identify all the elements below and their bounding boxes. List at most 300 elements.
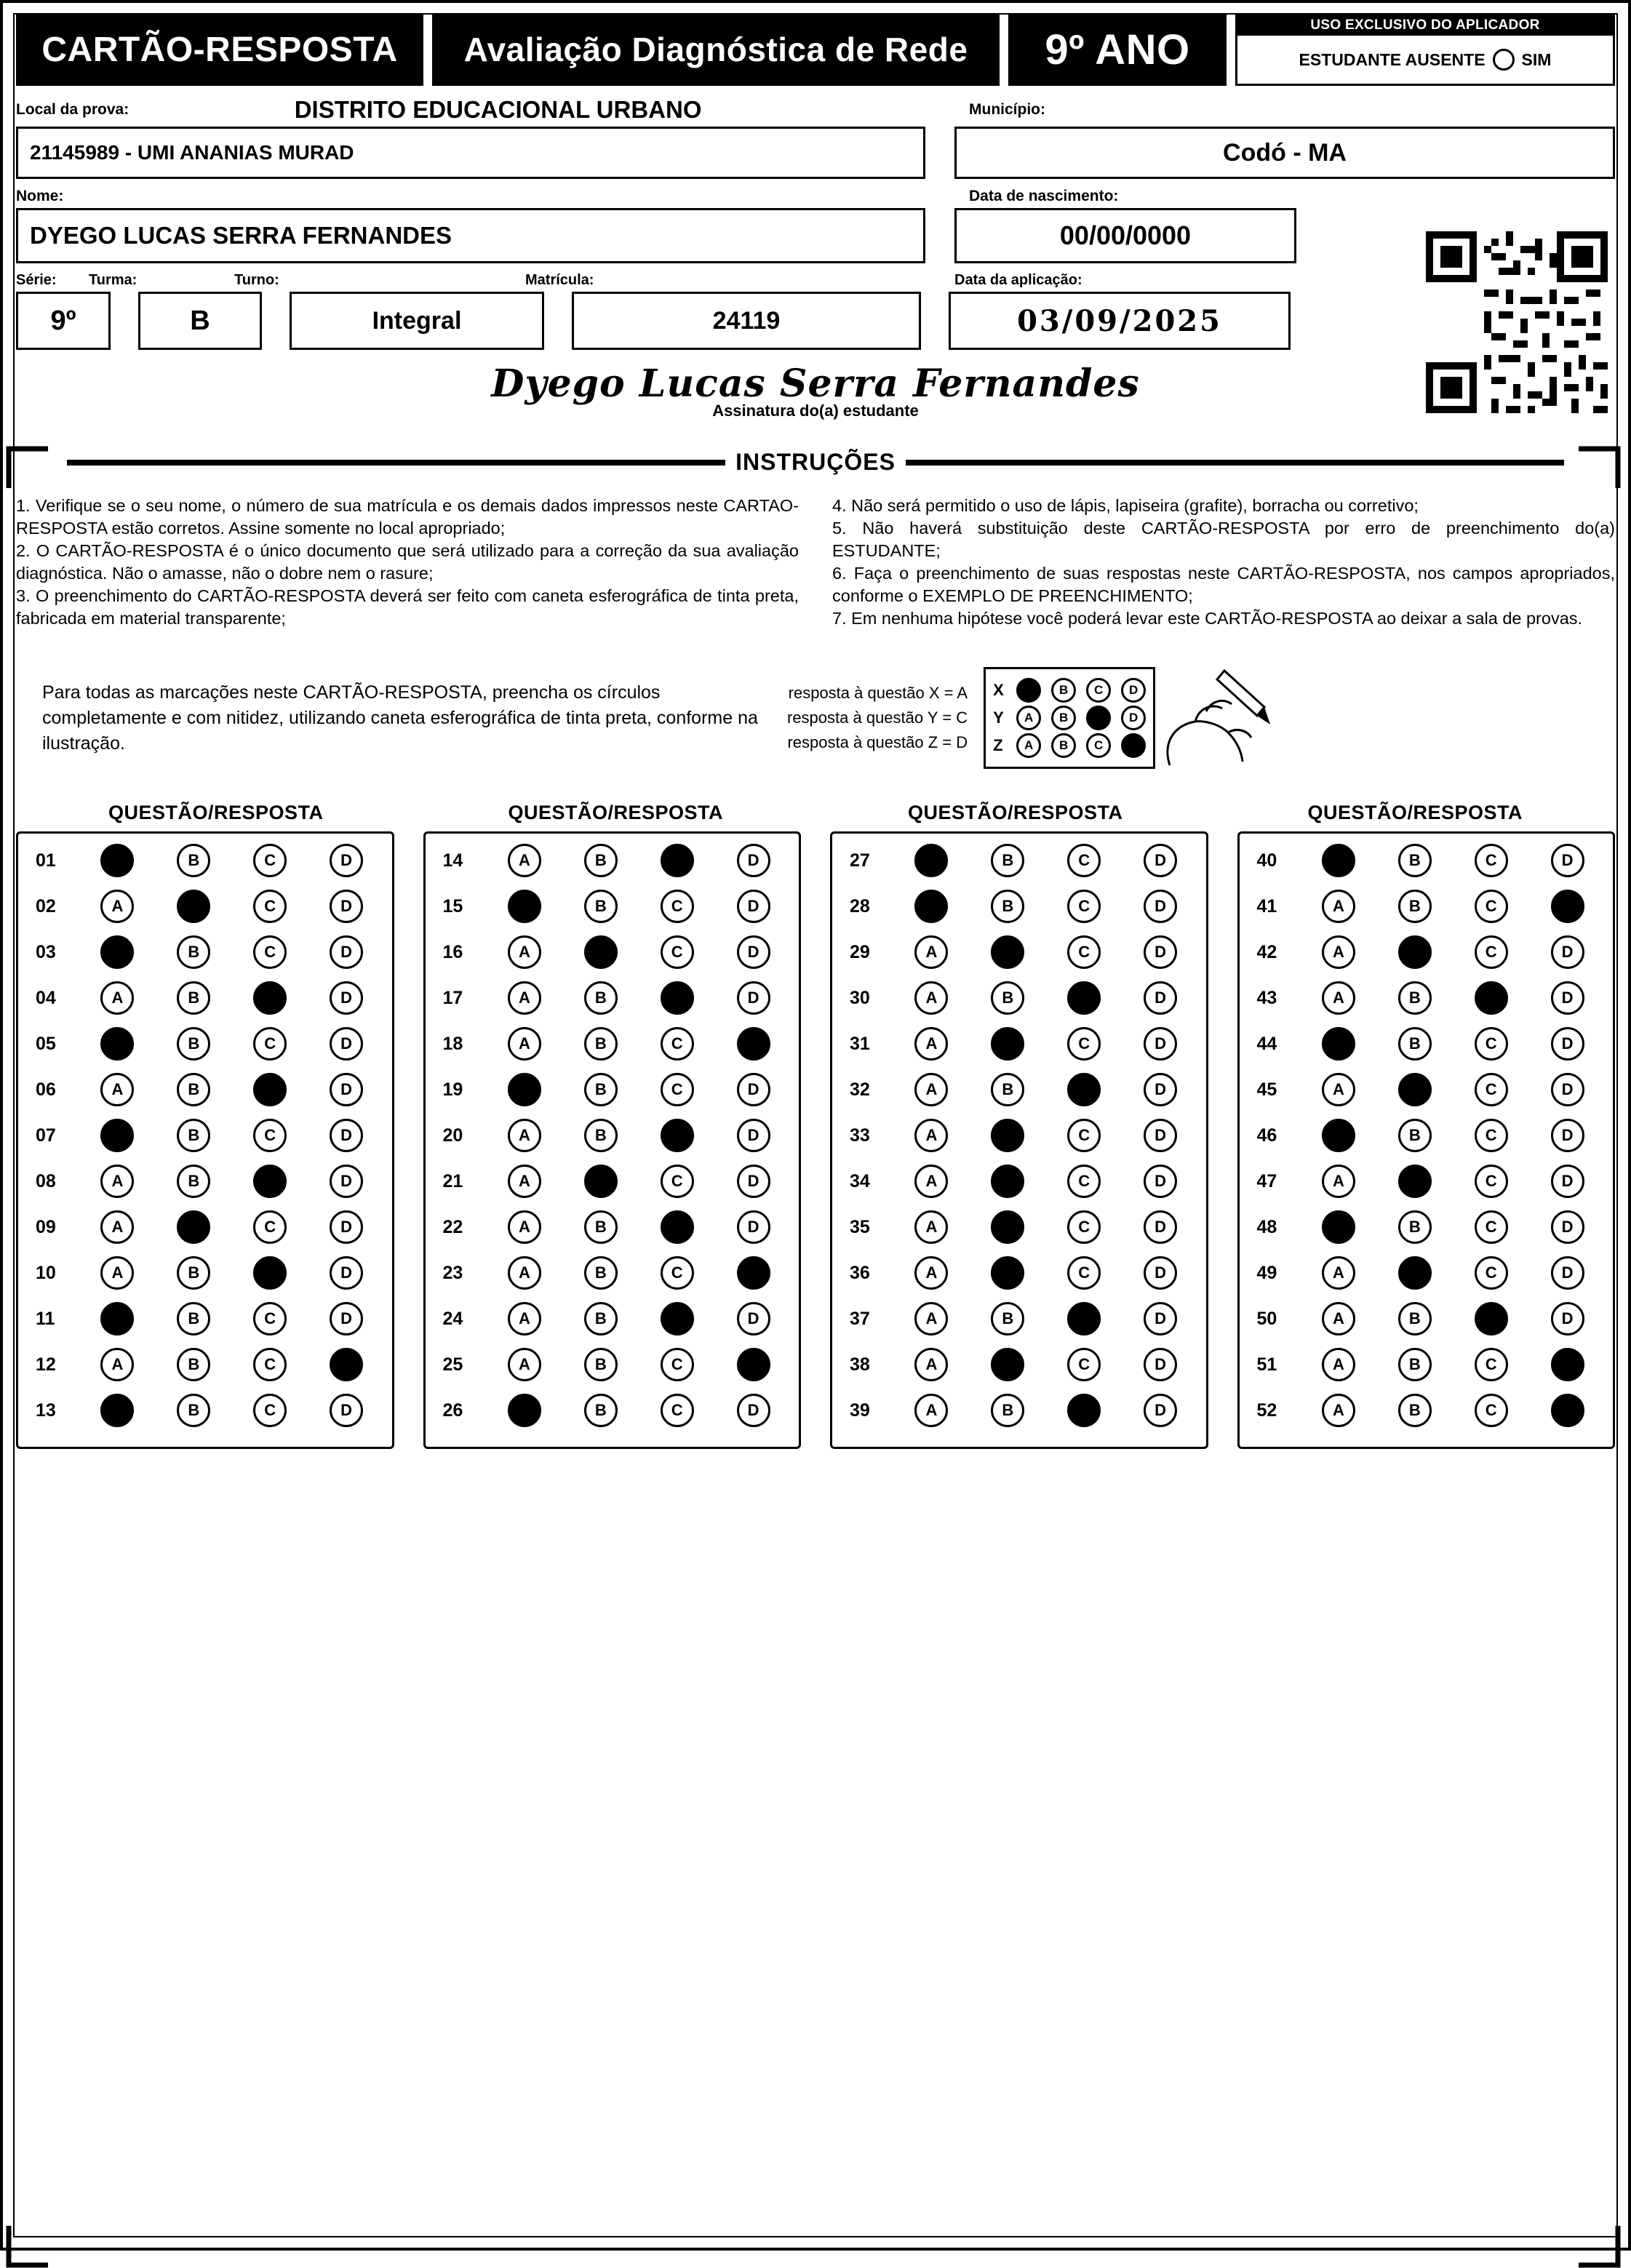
option-bubble-c[interactable]: C <box>1475 844 1508 877</box>
school-field <box>16 127 925 179</box>
option-bubble-d[interactable]: D <box>1551 1394 1584 1427</box>
answer-row <box>1247 1073 1606 1106</box>
name-value: DYEGO LUCAS SERRA FERNANDES <box>30 222 452 249</box>
option-bubble-a[interactable]: A <box>1322 935 1355 969</box>
option-bubble-b[interactable]: B <box>584 1256 618 1290</box>
option-bubble-d[interactable]: D <box>1144 1302 1177 1335</box>
option-bubble-c[interactable]: C <box>1067 1073 1101 1106</box>
answer-row <box>1247 1210 1606 1244</box>
option-bubble-d[interactable]: D <box>737 1073 770 1106</box>
option-bubble-d[interactable]: D <box>330 935 363 969</box>
option-bubble-a[interactable]: A <box>914 1073 948 1106</box>
option-bubble-d[interactable]: D <box>1144 1394 1177 1427</box>
option-bubble-d[interactable]: D <box>737 1119 770 1152</box>
option-bubble-c[interactable]: C <box>1475 1302 1508 1335</box>
answer-row <box>840 1256 1199 1290</box>
option-bubble-d[interactable]: D <box>330 1027 363 1061</box>
option-bubble-c[interactable]: C <box>1475 935 1508 969</box>
option-bubbles <box>1301 935 1606 969</box>
option-bubble-c[interactable]: C <box>253 1165 287 1198</box>
option-bubble-a[interactable]: A <box>914 981 948 1015</box>
option-bubble-d[interactable]: D <box>737 1394 770 1427</box>
option-bubble-c[interactable]: C <box>1475 1119 1508 1152</box>
option-bubble-d[interactable]: D <box>737 1256 770 1290</box>
option-bubble-d[interactable]: D <box>1144 1165 1177 1198</box>
option-bubble-c[interactable]: C <box>253 1210 287 1244</box>
option-bubble-b[interactable]: B <box>584 1073 618 1106</box>
absent-bubble[interactable] <box>1493 49 1515 71</box>
crop-mark-top-right-icon <box>1577 446 1621 490</box>
option-bubbles <box>1301 1119 1606 1152</box>
exam-title: Avaliação Diagnóstica de Rede <box>432 13 1000 86</box>
question-number: 03 <box>36 941 56 962</box>
option-bubble-d[interactable]: D <box>737 935 770 969</box>
option-bubble-b[interactable]: B <box>991 1348 1024 1381</box>
option-bubble-a[interactable]: A <box>1322 1394 1355 1427</box>
option-bubble-b[interactable]: B <box>177 890 210 923</box>
option-bubble-d[interactable]: D <box>1551 1302 1584 1335</box>
signature-value: Dyego Lucas Serra Fernandes <box>491 362 1140 406</box>
option-bubble-c[interactable]: C <box>1067 844 1101 877</box>
option-bubble-b[interactable]: B <box>991 1302 1024 1335</box>
option-bubble-c[interactable]: C <box>1475 981 1508 1015</box>
option-bubble-c[interactable]: C <box>1475 1073 1508 1106</box>
option-bubble-b[interactable]: B <box>991 981 1024 1015</box>
option-bubble-c[interactable]: C <box>1067 1119 1101 1152</box>
option-bubble-c[interactable]: C <box>661 1256 694 1290</box>
matricula-field <box>572 292 921 350</box>
option-bubbles <box>487 1165 792 1198</box>
option-bubble-a[interactable]: A <box>914 1027 948 1061</box>
option-bubble-c[interactable]: C <box>1067 935 1101 969</box>
option-bubble-a[interactable]: A <box>508 935 541 969</box>
option-bubble-d[interactable]: D <box>1551 1073 1584 1106</box>
option-bubble-b[interactable]: B <box>584 935 618 969</box>
example-bubble-a: A <box>1016 678 1041 703</box>
header <box>16 13 1615 86</box>
option-bubble-b[interactable]: B <box>177 844 210 877</box>
local-label: Local da prova: <box>16 101 129 118</box>
option-bubble-a[interactable]: A <box>100 1302 134 1335</box>
option-bubble-c[interactable]: C <box>1475 1210 1508 1244</box>
option-bubble-b[interactable]: B <box>177 1165 210 1198</box>
option-bubble-b[interactable]: B <box>991 1027 1024 1061</box>
option-bubble-c[interactable]: C <box>661 1027 694 1061</box>
example-row-label: X <box>993 681 1004 700</box>
fill-example-legend <box>787 681 984 755</box>
example-bubble-d: D <box>1121 678 1146 703</box>
option-bubble-d[interactable]: D <box>1144 890 1177 923</box>
option-bubble-b[interactable]: B <box>991 1119 1024 1152</box>
answer-row <box>25 890 385 923</box>
turno-value: Integral <box>372 306 462 335</box>
option-bubble-d[interactable]: D <box>1551 1210 1584 1244</box>
option-bubble-a[interactable]: A <box>914 1348 948 1381</box>
option-bubble-d[interactable]: D <box>330 1073 363 1106</box>
option-bubble-b[interactable]: B <box>584 1165 618 1198</box>
option-bubble-a[interactable]: A <box>1322 844 1355 877</box>
question-number: 52 <box>1256 1399 1277 1421</box>
option-bubble-a[interactable]: A <box>100 844 134 877</box>
option-bubbles <box>487 890 792 923</box>
absent-field[interactable] <box>1237 36 1613 84</box>
signature-area[interactable] <box>16 356 1615 443</box>
turno-field <box>290 292 544 350</box>
option-bubble-a[interactable]: A <box>914 935 948 969</box>
answer-row <box>25 1073 385 1106</box>
option-bubble-d[interactable]: D <box>330 1302 363 1335</box>
option-bubble-d[interactable]: D <box>1551 1256 1584 1290</box>
option-bubble-a[interactable]: A <box>508 1073 541 1106</box>
option-bubble-b[interactable]: B <box>1398 981 1432 1015</box>
option-bubble-a[interactable]: A <box>914 1394 948 1427</box>
question-number: 46 <box>1256 1125 1277 1146</box>
option-bubble-b[interactable]: B <box>991 1073 1024 1106</box>
option-bubble-d[interactable]: D <box>330 1119 363 1152</box>
option-bubble-c[interactable]: C <box>1067 1165 1101 1198</box>
option-bubble-b[interactable]: B <box>177 1256 210 1290</box>
option-bubble-a[interactable]: A <box>1322 1027 1355 1061</box>
option-bubble-b[interactable]: B <box>1398 1348 1432 1381</box>
option-bubble-a[interactable]: A <box>508 1394 541 1427</box>
option-bubble-a[interactable]: A <box>914 890 948 923</box>
option-bubble-b[interactable]: B <box>991 1210 1024 1244</box>
option-bubble-c[interactable]: C <box>1067 1256 1101 1290</box>
option-bubble-d[interactable]: D <box>330 1210 363 1244</box>
option-bubble-d[interactable]: D <box>1551 1165 1584 1198</box>
option-bubble-d[interactable]: D <box>737 844 770 877</box>
option-bubble-c[interactable]: C <box>661 890 694 923</box>
option-bubble-a[interactable]: A <box>1322 1119 1355 1152</box>
option-bubble-d[interactable]: D <box>737 1302 770 1335</box>
turma-field <box>138 292 262 350</box>
option-bubble-b[interactable]: B <box>177 1348 210 1381</box>
option-bubbles <box>893 935 1199 969</box>
option-bubble-c[interactable]: C <box>253 1394 287 1427</box>
instructions-section <box>16 449 1615 630</box>
option-bubble-b[interactable]: B <box>1398 935 1432 969</box>
answer-header: QUESTÃO/RESPOSTA <box>1307 802 1523 824</box>
option-bubble-c[interactable]: C <box>1475 1348 1508 1381</box>
option-bubble-a[interactable]: A <box>1322 981 1355 1015</box>
option-bubbles <box>487 935 792 969</box>
question-number: 17 <box>442 987 463 1008</box>
answer-row <box>1247 1256 1606 1290</box>
option-bubble-c[interactable]: C <box>661 1348 694 1381</box>
absent-option-label: SIM <box>1521 49 1552 69</box>
option-bubble-d[interactable]: D <box>330 844 363 877</box>
question-number: 09 <box>36 1216 56 1237</box>
option-bubble-d[interactable]: D <box>1551 981 1584 1015</box>
option-bubble-c[interactable]: C <box>253 981 287 1015</box>
answer-row <box>1247 1394 1606 1427</box>
option-bubbles <box>487 981 792 1015</box>
option-bubble-a[interactable]: A <box>100 1119 134 1152</box>
question-number: 30 <box>850 987 870 1008</box>
absent-label: ESTUDANTE AUSENTE <box>1299 49 1486 69</box>
option-bubble-d[interactable]: D <box>1551 890 1584 923</box>
question-number: 45 <box>1256 1079 1277 1100</box>
option-bubble-a[interactable]: A <box>914 844 948 877</box>
option-bubble-c[interactable]: C <box>253 1073 287 1106</box>
option-bubble-c[interactable]: C <box>1067 1348 1101 1381</box>
option-bubble-b[interactable]: B <box>991 1394 1024 1427</box>
option-bubble-b[interactable]: B <box>584 981 618 1015</box>
option-bubble-a[interactable]: A <box>100 890 134 923</box>
option-bubble-c[interactable]: C <box>1067 1027 1101 1061</box>
option-bubble-b[interactable]: B <box>584 1119 618 1152</box>
answer-column-2 <box>423 831 802 1449</box>
option-bubble-d[interactable]: D <box>737 890 770 923</box>
option-bubble-b[interactable]: B <box>1398 1256 1432 1290</box>
option-bubble-d[interactable]: D <box>1551 1027 1584 1061</box>
option-bubble-c[interactable]: C <box>253 1348 287 1381</box>
instruction-item: 1. Verifique se o seu nome, o número de sua matrícula e os demais dados impressos neste CARTAO-RESPOSTA estão corretos. Assine somente no local apropriado; <box>16 496 799 538</box>
option-bubble-b[interactable]: B <box>1398 1073 1432 1106</box>
option-bubble-d[interactable]: D <box>737 981 770 1015</box>
option-bubble-a[interactable]: A <box>508 1302 541 1335</box>
option-bubble-b[interactable]: B <box>991 935 1024 969</box>
example-row <box>993 678 1146 703</box>
answer-row <box>1247 1119 1606 1152</box>
option-bubble-a[interactable]: A <box>508 844 541 877</box>
option-bubble-b[interactable]: B <box>991 844 1024 877</box>
option-bubble-c[interactable]: C <box>661 981 694 1015</box>
option-bubble-a[interactable]: A <box>914 1210 948 1244</box>
option-bubble-a[interactable]: A <box>100 1210 134 1244</box>
option-bubble-c[interactable]: C <box>661 935 694 969</box>
option-bubble-a[interactable]: A <box>100 1256 134 1290</box>
option-bubble-d[interactable]: D <box>1551 1119 1584 1152</box>
option-bubble-a[interactable]: A <box>1322 1348 1355 1381</box>
option-bubble-c[interactable]: C <box>1067 1302 1101 1335</box>
application-date-label: Data da aplicação: <box>954 272 1082 288</box>
option-bubble-a[interactable]: A <box>508 1165 541 1198</box>
option-bubble-c[interactable]: C <box>253 890 287 923</box>
option-bubble-d[interactable]: D <box>1144 981 1177 1015</box>
question-number: 33 <box>850 1125 870 1146</box>
option-bubbles <box>487 1210 792 1244</box>
option-bubble-a[interactable]: A <box>914 1119 948 1152</box>
option-bubble-d[interactable]: D <box>330 890 363 923</box>
question-number: 43 <box>1256 987 1277 1008</box>
option-bubble-d[interactable]: D <box>1144 844 1177 877</box>
option-bubble-c[interactable]: C <box>253 935 287 969</box>
option-bubble-a[interactable]: A <box>508 890 541 923</box>
option-bubble-b[interactable]: B <box>177 981 210 1015</box>
option-bubbles <box>1301 1302 1606 1335</box>
option-bubbles <box>79 1302 385 1335</box>
question-number: 15 <box>442 895 463 917</box>
option-bubble-a[interactable]: A <box>1322 890 1355 923</box>
answer-column-3 <box>830 831 1208 1449</box>
option-bubble-b[interactable]: B <box>177 1119 210 1152</box>
option-bubble-a[interactable]: A <box>100 1348 134 1381</box>
answer-row <box>433 1165 792 1198</box>
option-bubble-c[interactable]: C <box>661 1165 694 1198</box>
instruction-item: 7. Em nenhuma hipótese você poderá levar este CARTÃO-RESPOSTA ao deixar a sala de provas. <box>832 609 1583 628</box>
option-bubble-a[interactable]: A <box>100 981 134 1015</box>
option-bubble-c[interactable]: C <box>1067 890 1101 923</box>
option-bubble-b[interactable]: B <box>1398 844 1432 877</box>
option-bubble-a[interactable]: A <box>1322 1210 1355 1244</box>
option-bubble-d[interactable]: D <box>330 1165 363 1198</box>
option-bubble-b[interactable]: B <box>584 1302 618 1335</box>
option-bubble-d[interactable]: D <box>330 1348 363 1381</box>
question-number: 05 <box>36 1033 56 1054</box>
option-bubble-b[interactable]: B <box>991 890 1024 923</box>
option-bubble-d[interactable]: D <box>1144 1027 1177 1061</box>
option-bubble-b[interactable]: B <box>1398 1210 1432 1244</box>
option-bubble-d[interactable]: D <box>737 1165 770 1198</box>
option-bubble-a[interactable]: A <box>1322 1165 1355 1198</box>
answer-row <box>25 935 385 969</box>
example-bubble-b: B <box>1051 678 1076 703</box>
option-bubble-b[interactable]: B <box>1398 1394 1432 1427</box>
option-bubble-b[interactable]: B <box>177 935 210 969</box>
option-bubble-d[interactable]: D <box>1144 1348 1177 1381</box>
option-bubble-b[interactable]: B <box>584 1210 618 1244</box>
option-bubbles <box>79 1073 385 1106</box>
option-bubble-c[interactable]: C <box>661 1119 694 1152</box>
option-bubble-c[interactable]: C <box>253 1302 287 1335</box>
option-bubble-a[interactable]: A <box>100 1027 134 1061</box>
serie-label: Série: <box>16 272 57 288</box>
example-bubble-d: D <box>1121 706 1146 730</box>
question-number: 35 <box>850 1216 870 1237</box>
option-bubble-b[interactable]: B <box>1398 1302 1432 1335</box>
option-bubble-c[interactable]: C <box>1067 981 1101 1015</box>
option-bubble-b[interactable]: B <box>177 1302 210 1335</box>
option-bubble-c[interactable]: C <box>1475 1027 1508 1061</box>
option-bubble-d[interactable]: D <box>1551 1348 1584 1381</box>
option-bubble-d[interactable]: D <box>330 1394 363 1427</box>
option-bubble-b[interactable]: B <box>584 1027 618 1061</box>
option-bubble-d[interactable]: D <box>1551 935 1584 969</box>
question-number: 37 <box>850 1308 870 1329</box>
option-bubble-a[interactable]: A <box>914 1302 948 1335</box>
option-bubble-d[interactable]: D <box>1144 1210 1177 1244</box>
option-bubble-b[interactable]: B <box>177 1073 210 1106</box>
option-bubble-a[interactable]: A <box>914 1165 948 1198</box>
option-bubble-c[interactable]: C <box>1475 890 1508 923</box>
option-bubble-b[interactable]: B <box>177 1027 210 1061</box>
applicator-box <box>1235 13 1615 86</box>
option-bubble-b[interactable]: B <box>177 1210 210 1244</box>
option-bubble-a[interactable]: A <box>914 1256 948 1290</box>
option-bubble-c[interactable]: C <box>253 1119 287 1152</box>
option-bubble-b[interactable]: B <box>177 1394 210 1427</box>
option-bubble-d[interactable]: D <box>737 1027 770 1061</box>
option-bubble-d[interactable]: D <box>1144 1073 1177 1106</box>
option-bubble-b[interactable]: B <box>584 890 618 923</box>
matricula-label: Matrícula: <box>525 272 594 288</box>
municipality-label: Município: <box>969 101 1045 118</box>
question-number: 02 <box>36 895 56 917</box>
option-bubble-c[interactable]: C <box>1067 1210 1101 1244</box>
question-number: 22 <box>442 1216 463 1237</box>
option-bubbles <box>893 844 1199 877</box>
option-bubble-d[interactable]: D <box>330 981 363 1015</box>
option-bubble-b[interactable]: B <box>991 1256 1024 1290</box>
option-bubble-a[interactable]: A <box>508 1119 541 1152</box>
answer-row <box>433 1348 792 1381</box>
option-bubble-b[interactable]: B <box>1398 1027 1432 1061</box>
option-bubble-a[interactable]: A <box>508 1256 541 1290</box>
answer-grid <box>16 831 1615 1449</box>
option-bubble-c[interactable]: C <box>1067 1394 1101 1427</box>
option-bubble-a[interactable]: A <box>508 981 541 1015</box>
application-date-value: 03/09/2025 <box>1017 303 1222 338</box>
option-bubble-d[interactable]: D <box>737 1210 770 1244</box>
option-bubble-d[interactable]: D <box>1144 1256 1177 1290</box>
option-bubble-b[interactable]: B <box>1398 1119 1432 1152</box>
option-bubble-c[interactable]: C <box>253 844 287 877</box>
option-bubble-a[interactable]: A <box>100 1394 134 1427</box>
option-bubble-c[interactable]: C <box>1475 1256 1508 1290</box>
answer-row <box>1247 1027 1606 1061</box>
option-bubble-d[interactable]: D <box>330 1256 363 1290</box>
option-bubble-d[interactable]: D <box>1551 844 1584 877</box>
option-bubble-d[interactable]: D <box>1144 935 1177 969</box>
instruction-item: 6. Faça o preenchimento de suas respostas neste CARTÃO-RESPOSTA, nos campos apropriados, conforme o EXEMPLO DE PREENCHIMENTO; <box>832 564 1615 606</box>
option-bubble-d[interactable]: D <box>1144 1119 1177 1152</box>
option-bubble-c[interactable]: C <box>661 1210 694 1244</box>
option-bubbles <box>487 1302 792 1335</box>
option-bubble-b[interactable]: B <box>584 1348 618 1381</box>
option-bubbles <box>487 1027 792 1061</box>
option-bubble-c[interactable]: C <box>253 1027 287 1061</box>
option-bubbles <box>1301 1394 1606 1427</box>
option-bubble-a[interactable]: A <box>508 1210 541 1244</box>
option-bubble-d[interactable]: D <box>737 1348 770 1381</box>
option-bubble-a[interactable]: A <box>1322 1256 1355 1290</box>
option-bubble-c[interactable]: C <box>1475 1394 1508 1427</box>
option-bubble-b[interactable]: B <box>991 1165 1024 1198</box>
option-bubble-c[interactable]: C <box>661 844 694 877</box>
option-bubble-a[interactable]: A <box>1322 1302 1355 1335</box>
option-bubble-a[interactable]: A <box>508 1348 541 1381</box>
question-number: 48 <box>1256 1216 1277 1237</box>
question-number: 16 <box>442 941 463 962</box>
option-bubble-a[interactable]: A <box>508 1027 541 1061</box>
instruction-item: 5. Não haverá substituição deste CARTÃO-RESPOSTA por erro de preenchimento do(a) ESTUDANTE; <box>832 519 1615 561</box>
serie-value: 9º <box>50 305 76 336</box>
option-bubbles <box>487 1256 792 1290</box>
option-bubbles <box>487 1073 792 1106</box>
option-bubble-b[interactable]: B <box>584 844 618 877</box>
question-number: 01 <box>36 850 56 871</box>
question-number: 50 <box>1256 1308 1277 1329</box>
option-bubbles <box>79 1256 385 1290</box>
option-bubble-b[interactable]: B <box>584 1394 618 1427</box>
question-number: 38 <box>850 1354 870 1375</box>
option-bubble-b[interactable]: B <box>1398 890 1432 923</box>
answer-row <box>840 1302 1199 1335</box>
option-bubble-c[interactable]: C <box>661 1394 694 1427</box>
option-bubble-c[interactable]: C <box>253 1256 287 1290</box>
option-bubble-b[interactable]: B <box>1398 1165 1432 1198</box>
option-bubble-c[interactable]: C <box>661 1073 694 1106</box>
option-bubble-a[interactable]: A <box>100 1073 134 1106</box>
option-bubbles <box>79 1394 385 1427</box>
option-bubble-a[interactable]: A <box>100 935 134 969</box>
option-bubble-c[interactable]: C <box>661 1302 694 1335</box>
option-bubble-c[interactable]: C <box>1475 1165 1508 1198</box>
option-bubble-a[interactable]: A <box>1322 1073 1355 1106</box>
option-bubbles <box>1301 844 1606 877</box>
option-bubble-a[interactable]: A <box>100 1165 134 1198</box>
